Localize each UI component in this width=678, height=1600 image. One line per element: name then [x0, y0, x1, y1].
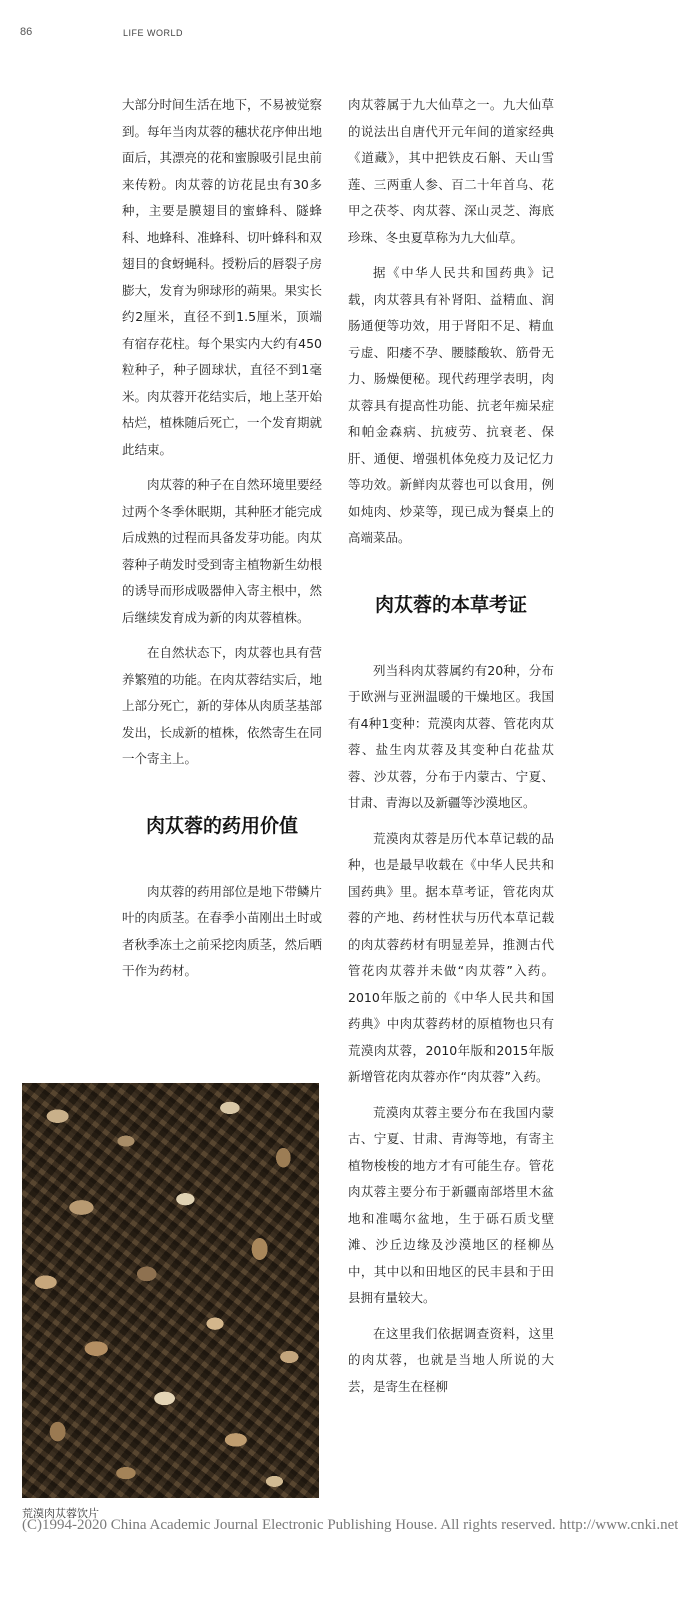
right-column: [348, 92, 554, 1400]
paragraph: 肉苁蓉的药用部位是地下带鳞片叶的肉质茎。在春季小苗刚出土时或者秋季冻土之前采挖肉质茎，然后晒干作为药材。: [122, 883, 323, 978]
section-heading: 肉苁蓉的药用价值: [145, 814, 298, 837]
paragraph: 列当科肉苁蓉属约有20种，分布于欧洲与亚洲温暖的干燥地区。我国有4种1变种：荒漠肉苁蓉、管花肉苁蓉、盐生肉苁蓉及其变种白花盐苁蓉、沙苁蓉，分布于内蒙古、宁夏、甘肃、青海以及新疆等沙漠地区。: [348, 662, 554, 810]
dried-cistanche-slices-photo: [22, 1083, 319, 1498]
paragraph: 大部分时间生活在地下，不易被觉察到。每年当肉苁蓉的穗状花序伸出地面后，其漂亮的花和蜜腺吸引昆虫前来传粉。肉苁蓉的访花昆虫有30多种，主要是膜翅目的蜜蜂科、隧蜂科、地蜂科、准蜂科、切叶蜂科和双翅目的食蚜蝇科。授粉后的唇裂子房膨大，发育为卵球形的蒴果。果实长约2厘米，直径不到1.5厘米，顶端有宿存花柱。每个果实内大约有450粒种子，种子圆球状，直径不到1毫米。肉苁蓉开花结实后，地上茎开始枯烂，植株随后死亡，一个发育期就此结束。: [122, 97, 323, 457]
left-column: [122, 92, 322, 985]
copyright-footer: (C)1994-2020 China Academic Journal Electronic Publishing House. All rights reserved. http://www.cnki.net: [22, 1517, 678, 1533]
paragraph: 肉苁蓉属于九大仙草之一。九大仙草的说法出自唐代开元年间的道家经典《道藏》，其中把铁皮石斛、天山雪莲、三两重人参、百二十年首乌、花甲之茯苓、肉苁蓉、深山灵芝、海底珍珠、冬虫夏草称为九大仙草。: [348, 97, 554, 245]
running-head: LIFE WORLD: [123, 28, 184, 38]
figure-caption: 荒漠肉苁蓉饮片: [22, 1507, 99, 1520]
paragraph: 据《中华人民共和国药典》记载，肉苁蓉具有补肾阳、益精血、润肠通便等功效，用于肾阳不足、精血亏虚、阳痿不孕、腰膝酸软、筋骨无力、肠燥便秘。现代药理学表明，肉苁蓉具有提高性功能、抗老年痴呆症和帕金森病、抗疲劳、抗衰老、保肝、通便、增强机体免疫力及记忆力等功效。新鲜肉苁蓉也可以食用，例如炖肉、炒菜等，现已成为餐桌上的高端菜品。: [348, 265, 554, 545]
paragraph: 荒漠肉苁蓉是历代本草记载的品种，也是最早收载在《中华人民共和国药典》里。据本草考证，管花肉苁蓉的产地、药材性状与历代本草记载的肉苁蓉药材有明显差异，推测古代管花肉苁蓉并未做“肉苁蓉”入药。2010年版之前的《中华人民共和国药典》中肉苁蓉药材的原植物也只有荒漠肉苁蓉，2010年版和2015年版新增管花肉苁蓉亦作“肉苁蓉”入药。: [348, 830, 554, 1084]
paragraph: 荒漠肉苁蓉主要分布在我国内蒙古、宁夏、甘肃、青海等地，有寄主植物梭梭的地方才有可能生存。管花肉苁蓉主要分布于新疆南部塔里木盆地和准噶尔盆地，生于砾石质戈壁滩、沙丘边缘及沙漠地区的柽柳丛中，其中以和田地区的民丰县和于田县拥有量较大。: [348, 1104, 554, 1305]
paragraph: 肉苁蓉的种子在自然环境里要经过两个冬季休眠期，其种胚才能完成后成熟的过程而具备发芽功能。肉苁蓉种子萌发时受到寄主植物新生幼根的诱导而形成吸器伸入寄主根中，然后继续发育成为新的肉苁蓉植株。: [122, 477, 323, 625]
page-number: 86: [20, 26, 33, 38]
section-heading: 肉苁蓉的本草考证: [374, 593, 527, 616]
paragraph: 在自然状态下，肉苁蓉也具有营养繁殖的功能。在肉苁蓉结实后，地上部分死亡，新的芽体从肉质茎基部发出，长成新的植株，依然寄生在同一个寄主上。: [122, 645, 323, 766]
paragraph: 在这里我们依据调查资料，这里的肉苁蓉，也就是当地人所说的大芸，是寄生在柽柳: [348, 1325, 554, 1394]
